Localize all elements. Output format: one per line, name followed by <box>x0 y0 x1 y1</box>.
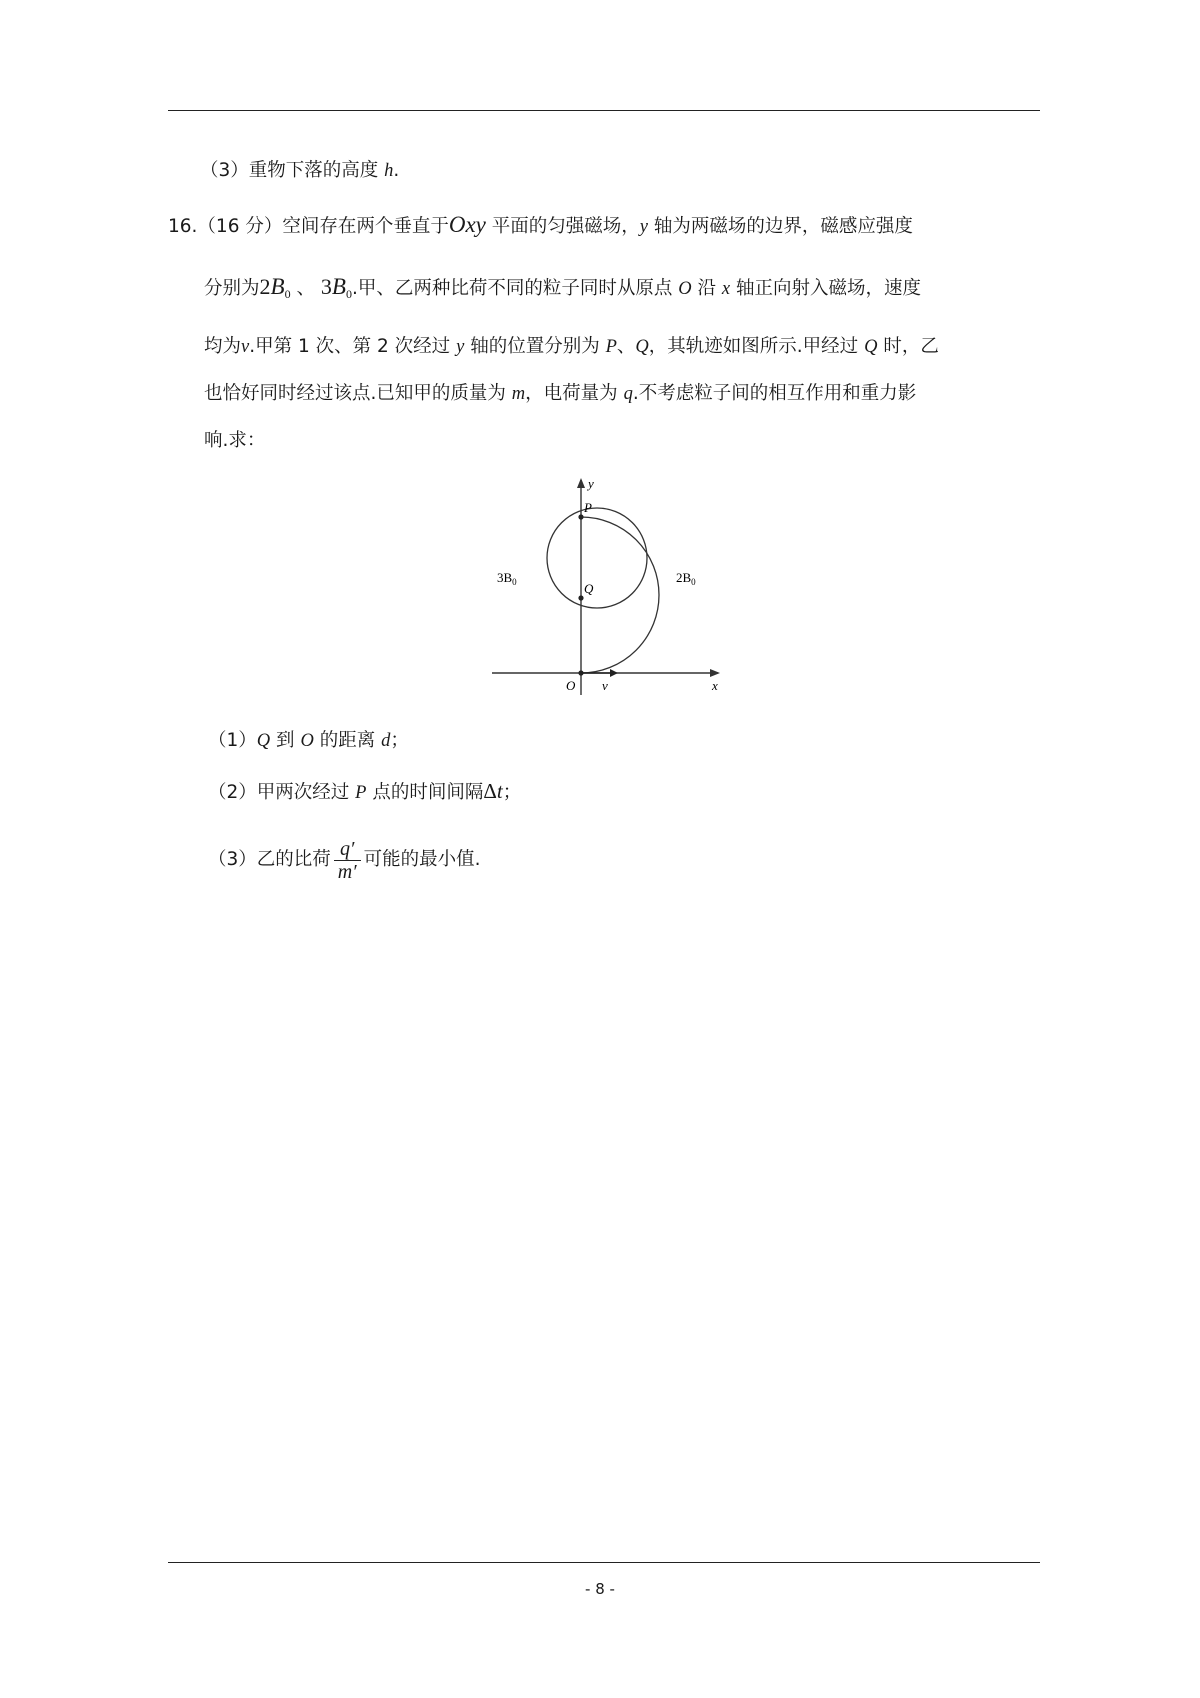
trajectory-figure <box>490 470 730 705</box>
problem-16-line-2: 分别为$2B_0$ 、 $3B_0$.甲、乙两种比荷不同的粒子同时从原点 O 沿 x 轴正向射入磁场，速度 <box>204 274 922 301</box>
problem-number: 16. <box>168 216 198 237</box>
x-axis-arrow <box>710 669 720 677</box>
y-axis-arrow <box>577 478 585 488</box>
origin-dot <box>578 670 583 675</box>
plane-oxy: Oxy <box>448 212 486 237</box>
point-p-dot <box>578 514 583 519</box>
left-trajectory-circle <box>547 508 647 608</box>
velocity-arrow-head <box>610 669 618 677</box>
left-field-label: $3B_0$ <box>497 570 517 587</box>
y-axis-label: y <box>588 476 594 491</box>
velocity-label: v <box>602 678 608 693</box>
right-field-label: $2B_0$ <box>676 570 696 587</box>
question-1: （1）Q 到 O 的距离 d； <box>208 730 409 751</box>
question-2: （2）甲两次经过 P 点的时间间隔Δt； <box>208 779 522 803</box>
problem-16-line-1: 16.（16 分）空间存在两个垂直于Oxy 平面的匀强磁场，y 轴为两磁场的边界，磁感应强度 <box>168 212 913 237</box>
point-p-label: P <box>584 500 592 515</box>
header-rule <box>168 110 1040 111</box>
var-h: h <box>384 161 394 181</box>
charge-mass-ratio-fraction: $\frac{q'}{m'}$ <box>334 838 361 883</box>
x-axis-label: x <box>712 678 718 693</box>
footer-rule <box>168 1562 1040 1563</box>
point-q-label: Q <box>584 581 594 596</box>
origin-label: O <box>566 678 576 693</box>
question-3: （3）乙的比荷 $\frac{q'}{m'}$ 可能的最小值. <box>208 837 481 883</box>
problem-16-line-4: 也恰好同时经过该点.已知甲的质量为 m，电荷量为 q.不考虑粒子间的相互作用和重力影 <box>204 383 917 404</box>
page-number: - 8 - <box>585 1580 615 1598</box>
problem-16-line-5: 响.求： <box>204 430 266 451</box>
point-q-dot <box>578 595 583 600</box>
prev-part-3: （3）重物下落的高度 h. <box>200 160 400 181</box>
problem-16-line-3: 均为v.甲第 1 次、第 2 次经过 y 轴的位置分别为 P、Q，其轨迹如图所示.甲经过 Q 时，乙 <box>204 336 939 357</box>
